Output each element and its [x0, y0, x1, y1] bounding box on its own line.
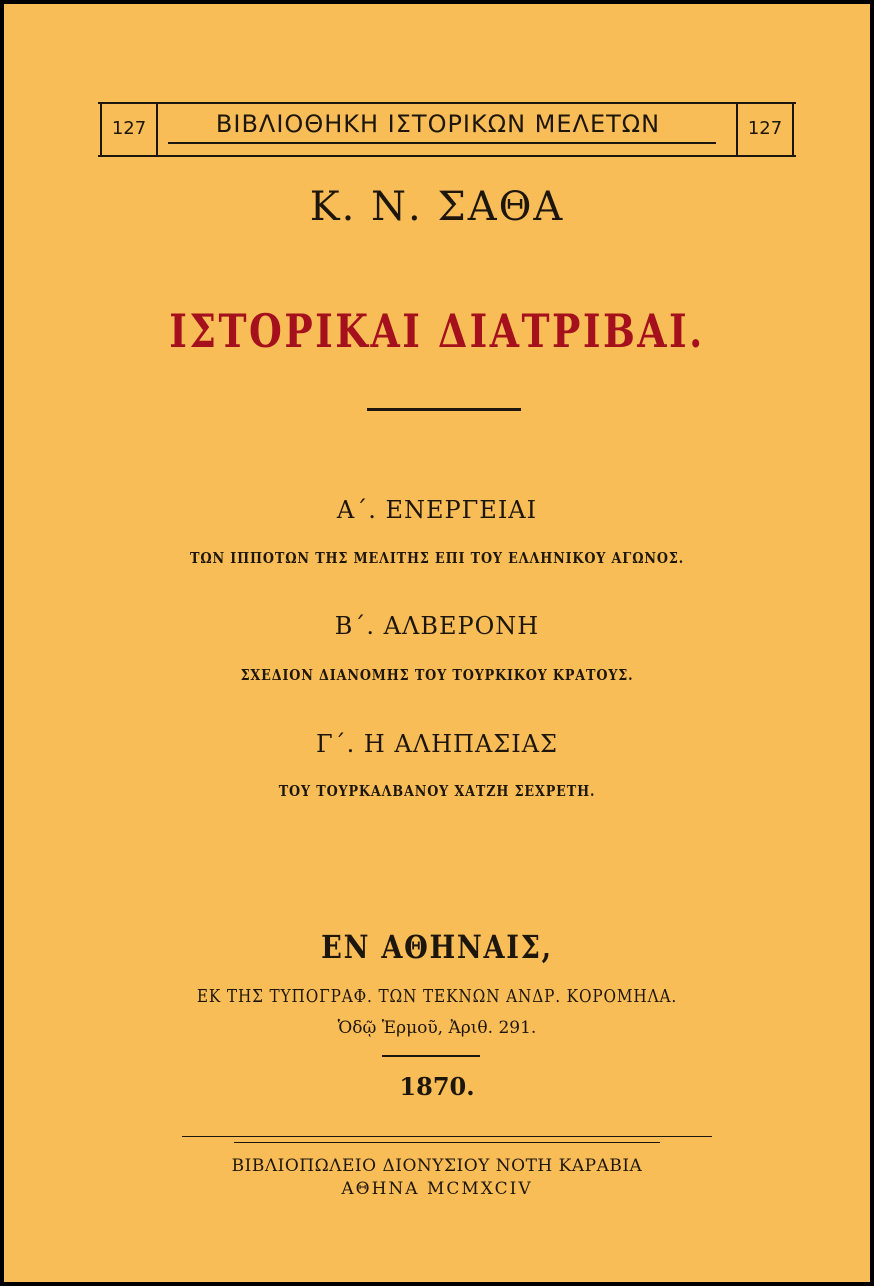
- part-2-subtitle: ΣΧΕΔΙΟΝ ΔΙΑΝΟΜΗΣ ΤΟΥ ΤΟΥΡΚΙΚΟΥ ΚΡΑΤΟΥΣ.: [240, 666, 634, 684]
- series-header: [98, 102, 796, 160]
- series-number-right: 127: [736, 102, 794, 155]
- part-3-heading: Γ΄. Η ΑΛΗΠΑΣΙΑΣ: [315, 730, 559, 758]
- footer-rule-short: [234, 1142, 660, 1143]
- imprint-address: Ὁδῷ Ἑρμοῦ, Ἀριθ. 291.: [337, 1018, 537, 1038]
- reprint-publisher: ΒΙΒΛΙΟΠΩΛΕΙΟ ΔΙΟΝΥΣΙΟΥ ΝΟΤΗ ΚΑΡΑΒΙΑ: [231, 1156, 643, 1176]
- part-1-heading: Α΄. ΕΝΕΡΓΕΙΑΙ: [336, 496, 538, 524]
- series-rule-top: [98, 102, 796, 104]
- author-name: Κ. Ν. ΣΑΘΑ: [309, 184, 565, 230]
- series-title-underline: [168, 142, 716, 144]
- series-title: ΒΙΒΛΙΟΘΗΚΗ ΙΣΤΟΡΙΚΩΝ ΜΕΛΕΤΩΝ: [215, 110, 661, 138]
- reprint-city-year: ΑΘΗΝΑ ΜCMXCIV: [341, 1179, 533, 1199]
- part-2-heading: Β΄. ΑΛΒΕΡΟΝΗ: [334, 612, 540, 640]
- imprint-printer: ΕΚ ΤΗΣ ΤΥΠΟΓΡΑΦ. ΤΩΝ ΤΕΚΝΩΝ ΑΝΔΡ. ΚΟΡΟΜΗΛΑ.: [196, 986, 678, 1007]
- footer-rule-long: [182, 1136, 712, 1137]
- book-cover: [4, 4, 870, 1282]
- part-1-subtitle: ΤΩΝ ΙΠΠΟΤΩΝ ΤΗΣ ΜΕΛΙΤΗΣ ΕΠΙ ΤΟΥ ΕΛΛΗΝΙΚΟΥ ΑΓΩΝΟΣ.: [189, 549, 685, 567]
- title-divider: [367, 408, 521, 411]
- part-3-subtitle: ΤΟΥ ΤΟΥΡΚΑΛΒΑΝΟΥ ΧΑΤΖΗ ΣΕΧΡΕΤΗ.: [278, 782, 596, 800]
- series-number-left: 127: [100, 102, 158, 155]
- series-rule-bottom: [98, 155, 796, 157]
- imprint-place: ΕΝ ΑΘΗΝΑΙΣ,: [321, 928, 553, 966]
- year-divider: [382, 1055, 480, 1057]
- book-title: ΙΣΤΟΡΙΚΑΙ ΔΙΑΤΡΙΒΑΙ.: [169, 304, 705, 358]
- imprint-year: 1870.: [399, 1072, 475, 1101]
